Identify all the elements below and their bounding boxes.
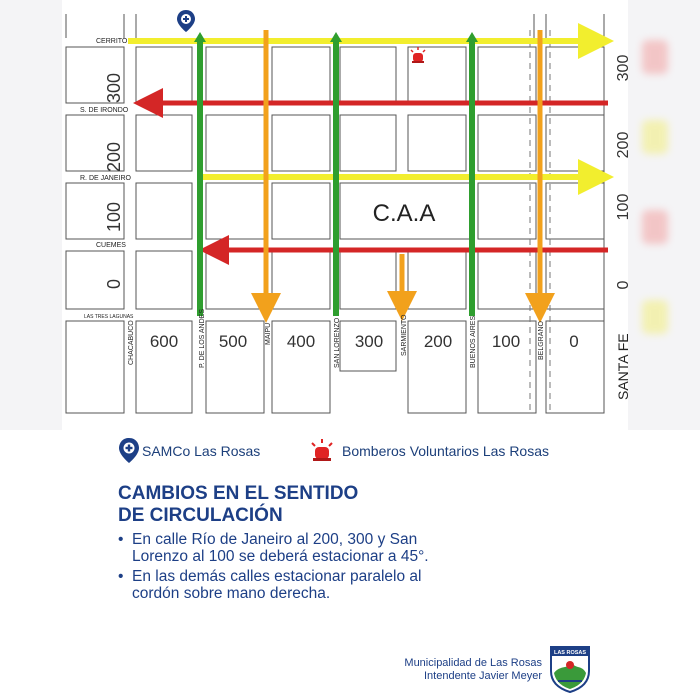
legend-item-bomberos [308, 436, 549, 466]
block-number-bottom: 100 [491, 332, 521, 351]
list-item: • En calle Río de Janeiro al 200, 300 y San Lorenzo al 100 se deberá estacionar a 45°. [118, 531, 438, 565]
street-label-sarmiento: SARMIENTO [401, 314, 408, 356]
block-number-right: 0 [615, 280, 632, 290]
block-number-bottom: 200 [423, 332, 453, 351]
footer-line-2: Intendente Javier Meyer [423, 670, 542, 682]
block-number-bottom: 600 [149, 332, 179, 351]
fire-alarm-icon [308, 436, 336, 466]
block-number-bottom: 300 [354, 332, 384, 351]
block-number-right: 200 [615, 131, 632, 159]
block-number-bottom: 500 [218, 332, 248, 351]
block-number-left: 0 [104, 278, 124, 290]
block-number-left: 100 [104, 201, 124, 233]
street-label-santafe: SANTA FE [615, 333, 631, 400]
street-label-chacabuco: CHACABUCO [128, 320, 135, 365]
footer [380, 657, 542, 683]
street-label-buenosaires: BUENOS AIRES [470, 315, 477, 368]
fire-alarm-icon [411, 47, 425, 63]
street-label-pdelosandes: P. DE LOS ANDES [199, 308, 206, 368]
legend-bomberos-label: Bomberos Voluntarios Las Rosas [342, 443, 549, 459]
legend [118, 436, 700, 470]
street-label-irondo: S. DE IRONDO [80, 107, 129, 114]
block-number-left: 200 [104, 141, 124, 173]
block-number-bottom: 0 [569, 332, 579, 351]
street-label-cerrito: CERRITO [96, 38, 128, 45]
footer-line-1: Municipalidad de Las Rosas [404, 657, 542, 669]
street-label-sanlorenzo: SAN LORENZO [334, 317, 341, 368]
block-number-right: 100 [615, 193, 632, 221]
street-label-maipu: MAIPU [265, 322, 272, 345]
street-label-rio-janeiro: R. DE JANEIRO [80, 175, 131, 182]
street-label-cuemes: CUEMES [96, 242, 126, 249]
municipal-crest-logo [548, 643, 592, 693]
hospital-pin-icon [118, 436, 140, 466]
headline [118, 483, 458, 527]
headline-line-1: CAMBIOS EN EL SENTIDO [118, 483, 359, 504]
street-label-belgrano: BELGRANO [538, 321, 545, 360]
block-number-left: 300 [104, 72, 124, 104]
hospital-pin-icon [177, 10, 195, 32]
street-label-tres-lagunas: LAS TRES LAGUNAS [84, 314, 134, 320]
block-number-bottom: 400 [286, 332, 316, 351]
headline-line-2: DE CIRCULACIÓN [118, 505, 283, 526]
legend-samco-label: SAMCo Las Rosas [142, 443, 261, 459]
block-number-right: 300 [615, 54, 632, 82]
list-item: • En las demás calles estacionar paralelo al cordón sobre mano derecha. [118, 568, 438, 602]
crest-text: LAS ROSAS [553, 650, 587, 656]
legend-item-samco [118, 436, 260, 466]
info-list [118, 531, 438, 605]
caa-label: C.A.A [372, 200, 436, 227]
